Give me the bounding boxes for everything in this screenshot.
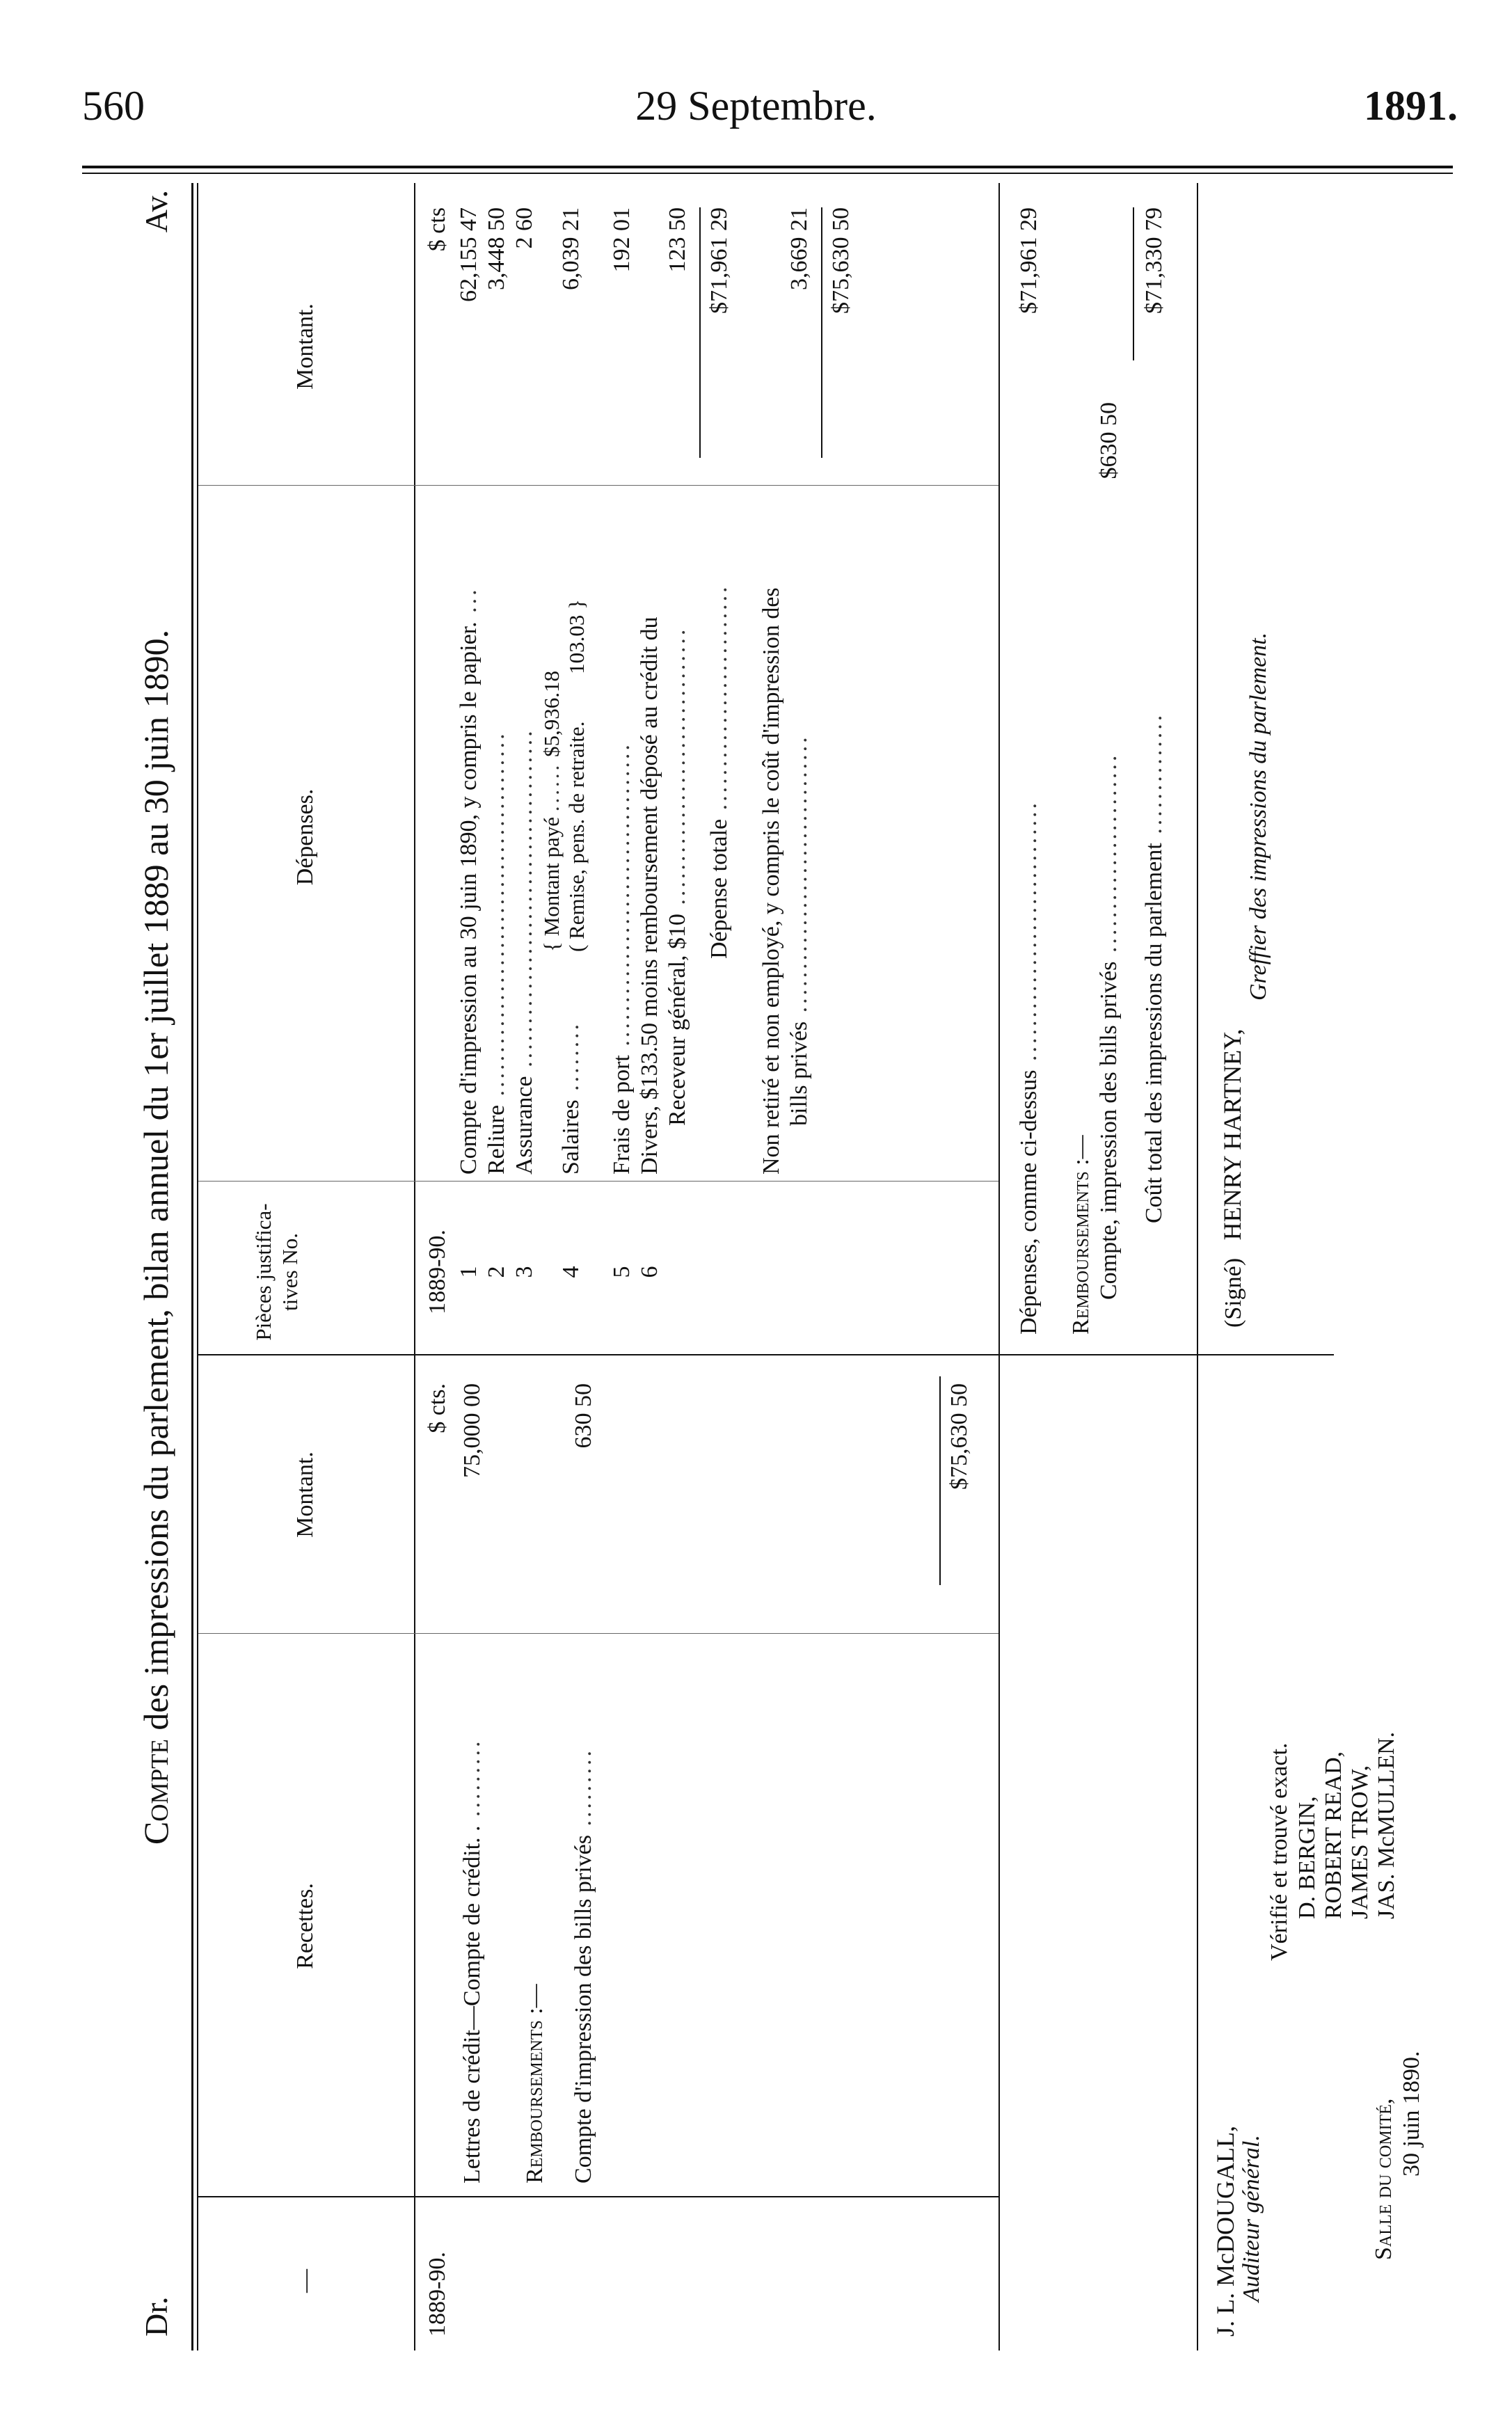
exp-amount-6: 123 50 bbox=[665, 207, 690, 273]
statement-title bbox=[136, 298, 176, 2177]
col-sep-5 bbox=[198, 485, 998, 486]
receipts-year: 1889-90. bbox=[424, 2252, 450, 2337]
exp-year: 1889-90. bbox=[424, 1230, 450, 1314]
receipt-amount-1: 75,000 00 bbox=[459, 1383, 485, 1478]
exp-total: $71,961 29 bbox=[706, 207, 732, 314]
unspent-label-2: bills privés ................................ bbox=[786, 734, 812, 1126]
col-montant-left: Montant. bbox=[292, 1451, 318, 1538]
voucher-1: 1 bbox=[456, 1266, 482, 1278]
committee-member-1: D. BERGIN, bbox=[1294, 1796, 1320, 1919]
summary-amount-3: $71,330 79 bbox=[1141, 207, 1167, 314]
dr-label: Dr. bbox=[138, 2296, 174, 2337]
col-sep-3 bbox=[198, 1354, 998, 1355]
voucher-2: 2 bbox=[484, 1266, 509, 1278]
voucher-4: 4 bbox=[558, 1266, 584, 1278]
exp-row-3: Assurance ....................................... bbox=[511, 728, 537, 1175]
exp-row-4: Salaires ........ bbox=[558, 1021, 584, 1175]
col-sep-1 bbox=[198, 2196, 998, 2197]
exp-currency: $ cts bbox=[424, 207, 450, 252]
auditor-name: J. L. McDOUGALL, bbox=[1211, 2126, 1239, 2337]
summary-line-1: Dépenses, comme ci-dessus .............................. bbox=[1016, 800, 1042, 1335]
col-sep-2 bbox=[198, 1633, 998, 1634]
exp-row-5: Frais de port ................................... bbox=[609, 742, 635, 1175]
exp-row-6: Divers, $133.50 moins remboursement déposé au crédit du bbox=[637, 617, 662, 1175]
page-number: 560 bbox=[82, 83, 145, 129]
room-date: 30 juin 1890. bbox=[1399, 2051, 1424, 2177]
col-depenses: Dépenses. bbox=[292, 788, 318, 886]
grand-total: $75,630 50 bbox=[828, 207, 854, 314]
signed-label: (Signé) HENRY HARTNEY, bbox=[1218, 1028, 1246, 1328]
table-top-rule-thin bbox=[197, 183, 198, 2351]
unspent-amount: 3,669 21 bbox=[786, 207, 812, 290]
exp-amount-2: 3,448 50 bbox=[484, 207, 509, 290]
col-sep-4 bbox=[198, 1181, 998, 1182]
exp-amount-5: 192 01 bbox=[609, 207, 635, 273]
summary-amount-2: $630 50 bbox=[1096, 402, 1122, 479]
exp-amount-1: 62,155 47 bbox=[456, 207, 482, 302]
exp-total-label: Dépense totale .......................... bbox=[706, 584, 732, 959]
exp-row-6b: Receveur général, $10 ................................ bbox=[665, 626, 690, 1126]
receipts-currency: $ cts. bbox=[424, 1383, 450, 1433]
salary-bracket: { Montant payé ...... $5,936.18 ( Remise, pens. de retraite. 103.03 } bbox=[539, 598, 589, 952]
committee-member-2: ROBERT READ, bbox=[1321, 1751, 1346, 1919]
summary-sep bbox=[1000, 1354, 1334, 1355]
voucher-6: 6 bbox=[637, 1266, 662, 1278]
header-bottom-rule bbox=[414, 183, 415, 2351]
table-top-rule bbox=[191, 183, 193, 2351]
summary-amount-1: $71,961 29 bbox=[1016, 207, 1042, 314]
summary-line-2: Compte, impression des bills privés ....................... bbox=[1096, 752, 1122, 1300]
receipt-row-2: Remboursements :— bbox=[522, 1984, 548, 2184]
exp-row-2: Reliure .......................................... bbox=[484, 731, 509, 1175]
committee-member-4: JAS. McMULLEN. bbox=[1374, 1731, 1399, 1919]
summary-line-3: Coût total des impressions du parlement .............. bbox=[1141, 712, 1167, 1223]
auditor-title: Auditeur général. bbox=[1239, 2135, 1264, 2302]
receipt-amount-3: 630 50 bbox=[571, 1383, 596, 1449]
exp-amount-3: 2 60 bbox=[511, 207, 537, 249]
title-rest: des impressions du parlement, bilan annuel du 1er juillet 1889 au 30 juin 1890. bbox=[136, 629, 175, 1731]
clerk-title: Greffier des impressions du parlement. bbox=[1246, 632, 1271, 1001]
header-rule bbox=[82, 166, 1453, 168]
voucher-5: 5 bbox=[609, 1266, 635, 1278]
statement-table bbox=[132, 183, 1454, 2351]
room-label: Salle du comité, bbox=[1371, 2098, 1396, 2260]
col-pieces: Pièces justifica- tives No. bbox=[251, 1203, 302, 1341]
header-rule-thin bbox=[82, 173, 1453, 174]
verified-label: Vérifié et trouvé exact. bbox=[1266, 1742, 1292, 1961]
col-recettes: Recettes. bbox=[292, 1883, 318, 1969]
page-year: 1891. bbox=[1364, 83, 1458, 129]
receipts-total-rule bbox=[939, 1376, 941, 1585]
committee-list bbox=[1294, 1732, 1400, 1919]
summary-bottom-rule bbox=[1197, 183, 1198, 2351]
committee-member-3: JAMES TROW, bbox=[1347, 1765, 1373, 1919]
voucher-3: 3 bbox=[511, 1266, 537, 1278]
summary-reimb: Remboursements :— bbox=[1068, 1135, 1094, 1335]
exp-total-rule bbox=[699, 207, 701, 458]
title-small-caps: Compte bbox=[136, 1739, 175, 1845]
col-montant-right: Montant. bbox=[292, 303, 318, 390]
av-label: Av. bbox=[138, 190, 174, 233]
receipts-total: $75,630 50 bbox=[946, 1383, 972, 1490]
exp-row-1: Compte d'impression au 30 juin 1890, y compris le papier. ... bbox=[456, 587, 482, 1175]
exp-amount-4: 6,039 21 bbox=[558, 207, 584, 290]
table-bottom-rule bbox=[998, 183, 1000, 2351]
summary-total-rule bbox=[1133, 207, 1134, 360]
unspent-label-1: Non retiré et non employé, y compris le coût d'impression des bbox=[758, 587, 784, 1175]
receipt-row-1: Lettres de crédit—Compte de crédit. . ......... bbox=[459, 1738, 485, 2184]
receipt-row-3: Compte d'impression des bills privés ......... bbox=[571, 1748, 596, 2184]
grand-total-rule bbox=[821, 207, 822, 458]
page-date: 29 Septembre. bbox=[635, 83, 877, 129]
col-dash: — bbox=[292, 2269, 318, 2293]
